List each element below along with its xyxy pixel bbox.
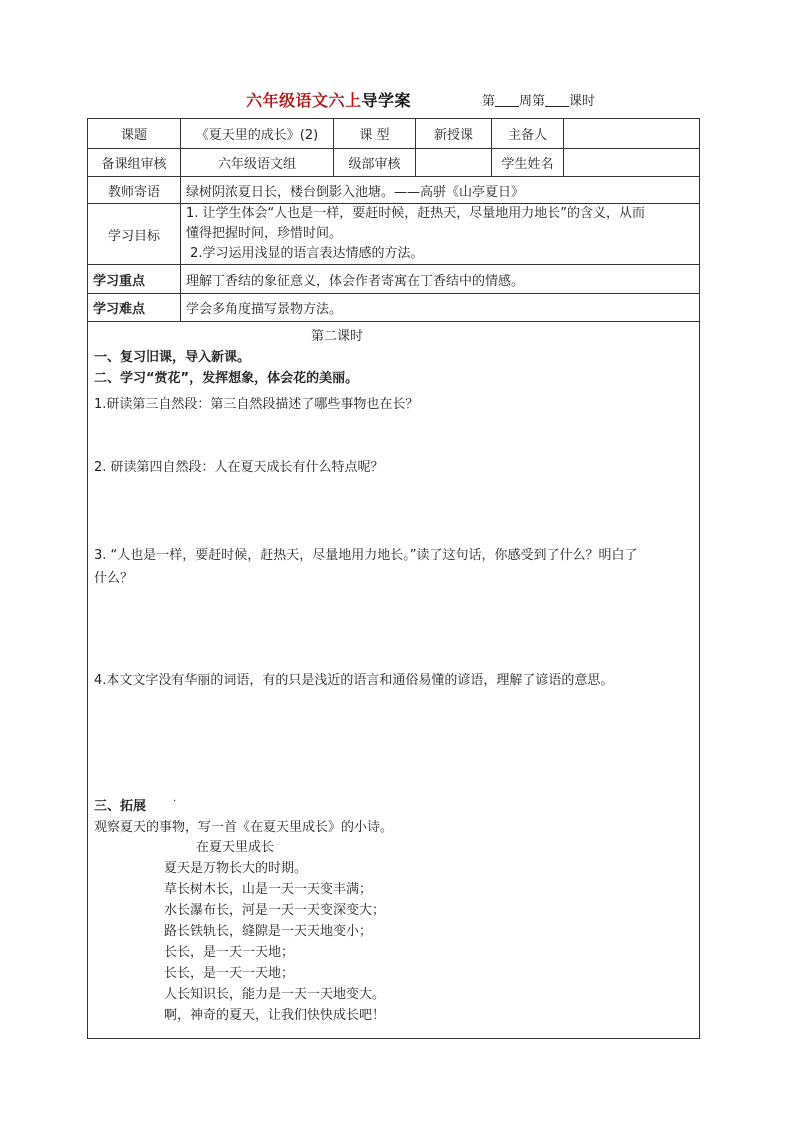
- week-mid: 周第: [519, 94, 546, 109]
- poem-line: 水长瀑布长，河是一天一天变深变大；: [164, 903, 386, 918]
- goal-1-line-b: 懂得把握时间，珍惜时间。: [186, 226, 343, 241]
- row-key-points: [88, 265, 700, 294]
- row-review: [88, 149, 700, 177]
- title-subject: 语文六上: [295, 91, 362, 110]
- student-name-field[interactable]: [564, 149, 700, 177]
- period-blank[interactable]: [545, 94, 569, 107]
- difficulty-value: 学会多角度描写景物方法。: [181, 294, 700, 322]
- type-value: 新授课: [416, 119, 492, 149]
- poem-line: 长长，是一天一天地；: [164, 966, 295, 981]
- title-grade: 六年级: [246, 91, 296, 110]
- difficulty-label: 学习难点: [88, 294, 181, 322]
- grade-review-field[interactable]: [416, 149, 492, 177]
- poem-line: 人长知识长，能力是一天一天地变大。: [164, 987, 386, 1002]
- teacher-msg-value: 绿树阴浓夏日长，楼台倒影入池塘。——高骈《山亭夏日》: [181, 177, 700, 204]
- goal-1-line-a: 1. 让学生体会“人也是一样，要赶时候，赶热天，尽量地用力地长”的含义，从而: [186, 206, 646, 221]
- poem-line: 啊，神奇的夏天，让我们快快成长吧！: [164, 1008, 386, 1023]
- poem-title: 在夏天里成长: [196, 840, 275, 855]
- row-lesson: [88, 119, 700, 149]
- review-label: 备课组审核: [88, 149, 181, 177]
- question-3-line-a: 3. “人也是一样，要赶时候，赶热天，尽量地用力地长。”读了这句话，你感受到了什么？明白了: [94, 548, 638, 563]
- period-title: 第二课时: [311, 329, 364, 344]
- poem-line: 长长，是一天一天地；: [164, 945, 295, 960]
- week-prefix: 第: [482, 94, 496, 109]
- question-2: 2. 研读第四自然段：人在夏天成长有什么特点呢？: [94, 460, 384, 475]
- title-guide: 导学案: [361, 91, 412, 110]
- goals-label: 学习目标: [88, 204, 181, 265]
- row-teacher-message: [88, 177, 700, 204]
- preparer-label: 主备人: [492, 119, 564, 149]
- key-value: 理解丁香结的象征意义，体会作者寄寓在丁香结中的情感。: [181, 265, 700, 294]
- question-4: 4.本文文字没有华丽的词语，有的只是浅近的语言和通俗易懂的谚语，理解了谚语的意思。: [94, 673, 614, 688]
- section-review: 一、复习旧课，导入新课。: [94, 350, 251, 365]
- section-extend-dot: .: [173, 793, 177, 804]
- poem-line: 路长铁轨长，缝隙是一天天地变小；: [164, 924, 373, 939]
- page-title: [246, 88, 411, 111]
- student-label: 学生姓名: [492, 149, 564, 177]
- poem-line: 草长树木长，山是一天一天变丰满；: [164, 882, 373, 897]
- teacher-msg-label: 教师寄语: [88, 177, 181, 204]
- week-blank[interactable]: [495, 94, 519, 107]
- document-header: [0, 88, 794, 110]
- section-learn: 二、学习“赏花”，发挥想象，体会花的美丽。: [94, 371, 359, 386]
- question-1: 1.研读第三自然段：第三自然段描述了哪些事物也在长？: [94, 397, 419, 412]
- row-goals: [88, 204, 700, 265]
- row-lesson-body: [88, 322, 700, 1039]
- key-label: 学习重点: [88, 265, 181, 294]
- section-extend: 三、拓展: [94, 799, 147, 814]
- goal-2: 2.学习运用浅显的语言表达情感的方法。: [186, 246, 424, 261]
- poem-line: 夏天是万物长大的时期。: [164, 861, 308, 876]
- lesson-plan-table: [87, 118, 700, 1039]
- period-suffix: 课时: [569, 94, 596, 109]
- lesson-label: 课题: [88, 119, 181, 149]
- week-period-line: [482, 90, 595, 109]
- lesson-body: [88, 322, 700, 1039]
- grade-review-label: 级部审核: [334, 149, 416, 177]
- goals-cell: [181, 204, 700, 265]
- question-3-line-b: 什么？: [94, 571, 134, 586]
- review-value: 六年级语文组: [181, 149, 334, 177]
- type-label: 课 型: [334, 119, 416, 149]
- preparer-field[interactable]: [564, 119, 700, 149]
- row-difficulty: [88, 294, 700, 322]
- extend-task: 观察夏天的事物，写一首《在夏天里成长》的小诗。: [94, 820, 394, 835]
- lesson-value: 《夏天里的成长》(2): [181, 119, 334, 149]
